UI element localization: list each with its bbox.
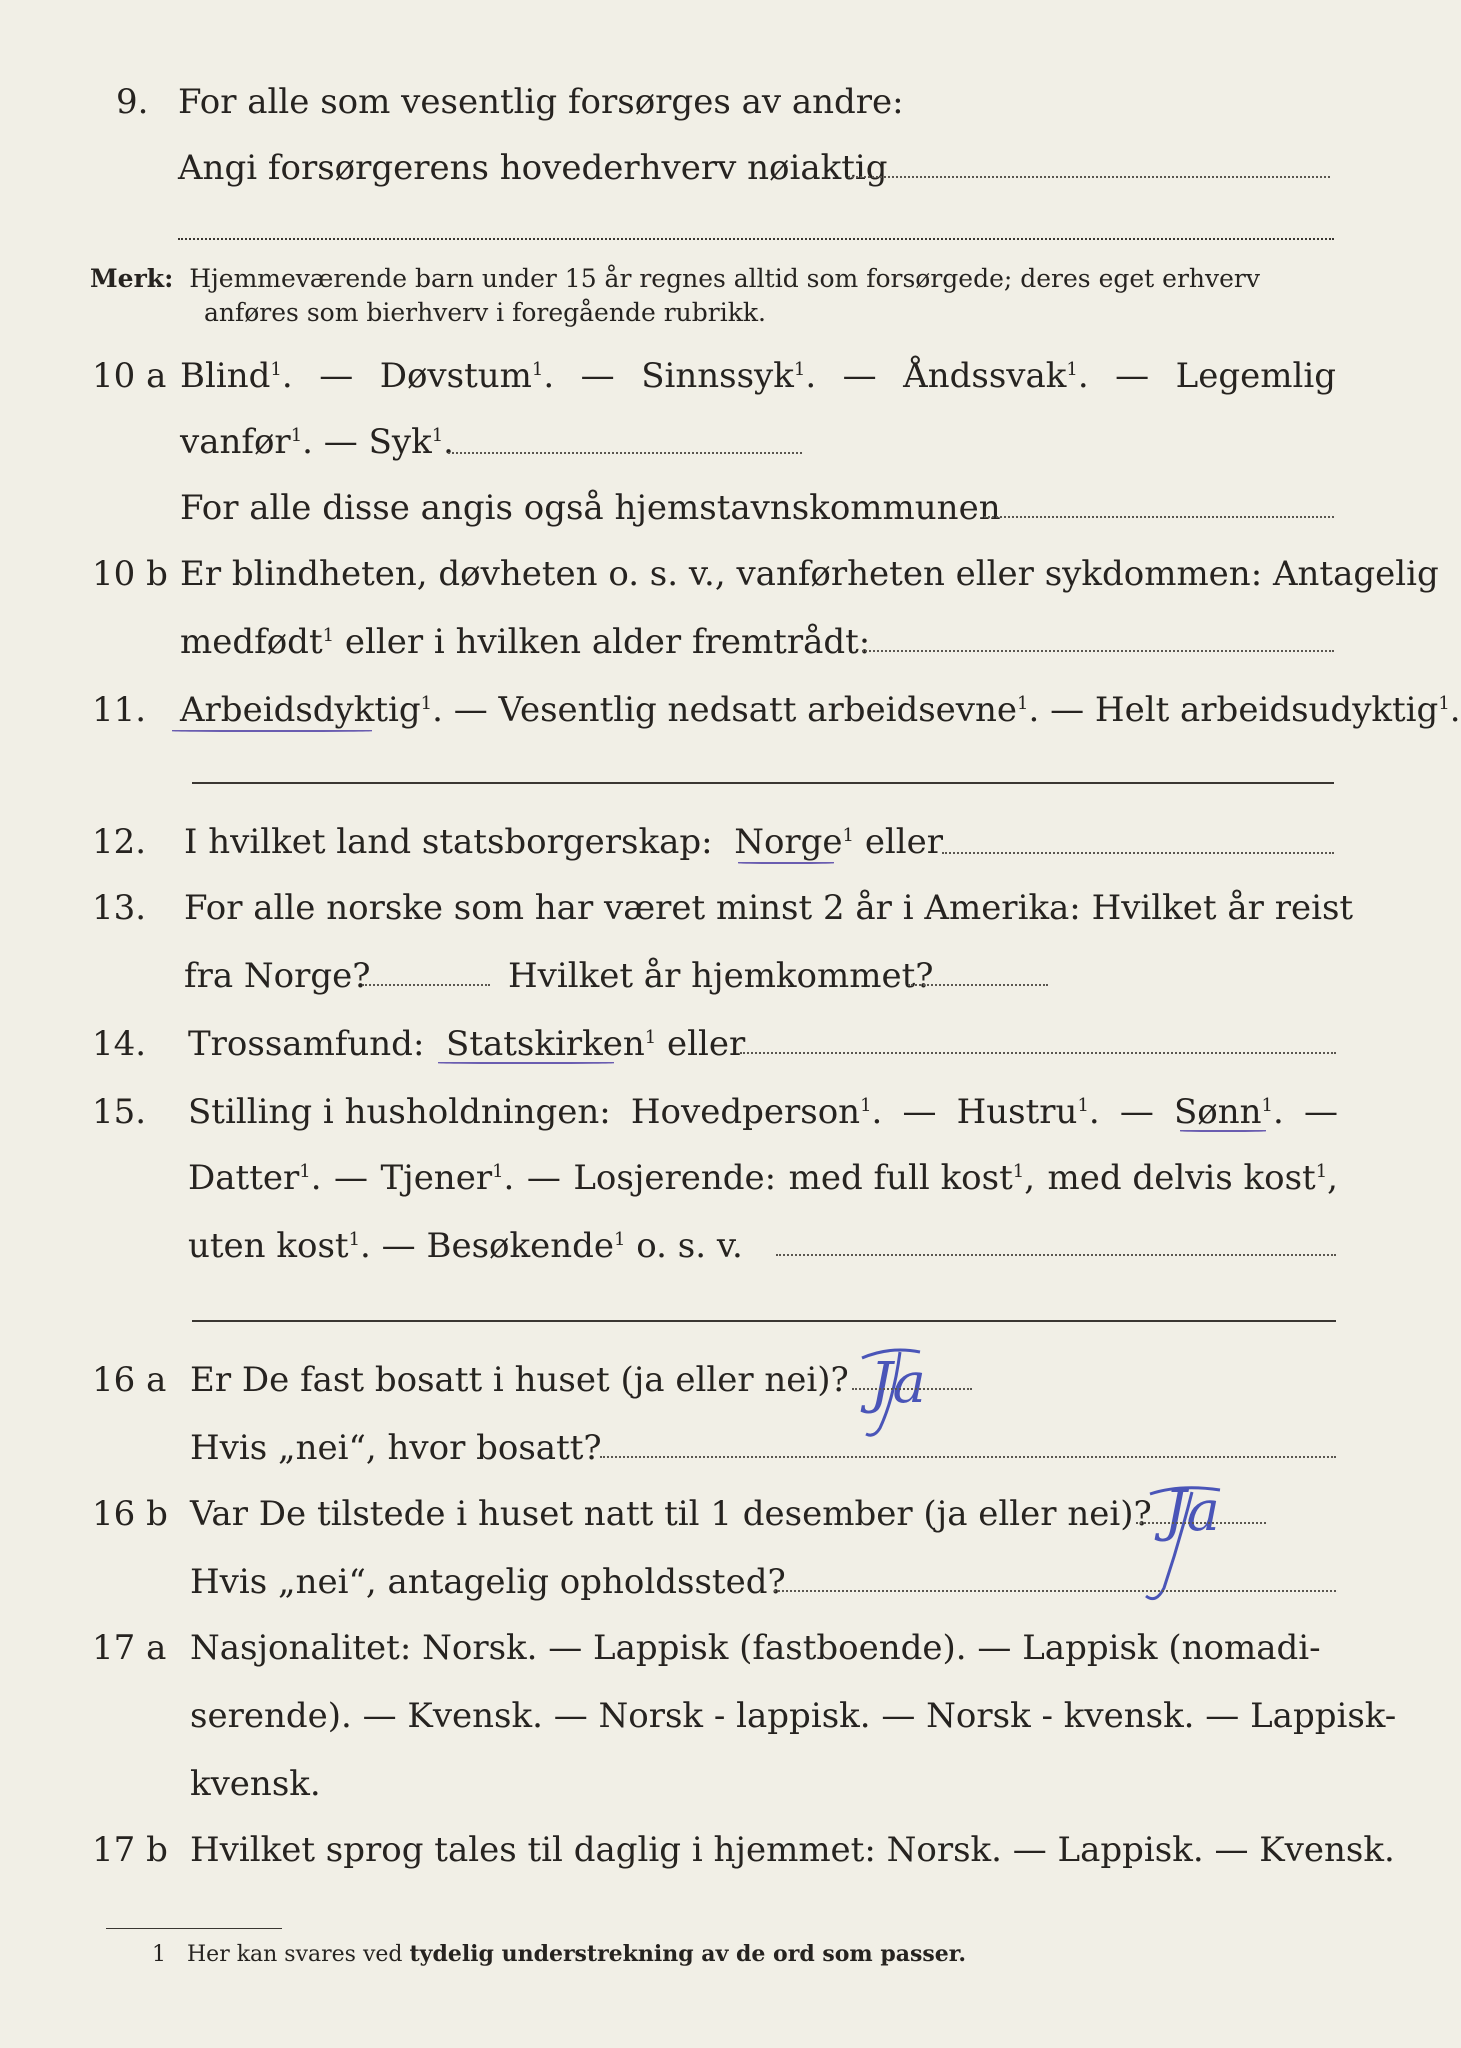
merk-text1: Hjemmeværende barn under 15 år regnes alltid som forsørgede; deres eget erhverv	[189, 264, 1260, 293]
q17b-number: 17 b	[92, 1830, 168, 1870]
footnote-ref: 1	[1261, 1095, 1273, 1116]
opt-statskirken[interactable]: Statskirken	[446, 1024, 645, 1064]
q12-number: 12.	[92, 822, 147, 862]
q15-number: 15.	[92, 1092, 147, 1132]
q10a-number: 10 a	[92, 356, 167, 396]
q15-line3: uten kost$^1$. — Besøkende$^1$ o. s. v.	[188, 1226, 743, 1266]
q10a-hjemstavn-line[interactable]	[984, 516, 1334, 518]
q14-eller: eller	[666, 1024, 746, 1064]
footnote-ref: 1	[1077, 1095, 1089, 1116]
q15-answer-line[interactable]	[776, 1254, 1336, 1256]
footnote-ref: 1	[348, 1229, 361, 1250]
dash: —	[1115, 356, 1150, 396]
q13-line2a: fra Norge?	[184, 956, 371, 996]
q16b-sted-line[interactable]	[774, 1590, 1336, 1592]
opt-norge[interactable]: Norge	[734, 822, 843, 862]
q13-line2b: Hvilket år hjemkommet?	[508, 956, 934, 996]
dash: —	[319, 356, 354, 396]
opt-vanfor[interactable]: vanfør	[180, 422, 291, 462]
q11-line1: Arbeidsdyktig$^1$. — Vesentlig nedsatt arbeidsevne$^1$. — Helt arbeidsudyktig$^1$.	[180, 690, 1461, 730]
q17b-line1: Hvilket sprog tales til daglig i hjemmet: Norsk. — Lappisk. — Kvensk.	[190, 1830, 1395, 1870]
dash: —	[842, 356, 877, 396]
opt-hovedperson[interactable]: Hovedperson	[630, 1092, 861, 1132]
q9-answer-line[interactable]	[848, 176, 1330, 178]
dash: —	[526, 1158, 561, 1198]
opt-tjener[interactable]: Tjener	[380, 1158, 493, 1198]
dash: —	[453, 690, 488, 730]
q14-answer-line[interactable]	[740, 1052, 1336, 1054]
q16a-number: 16 a	[92, 1360, 167, 1400]
opt-arbeidsdyktig[interactable]: Arbeidsdyktig	[180, 690, 421, 730]
q10b-line2-text: eller i hvilken alder fremtrådt:	[344, 622, 871, 662]
footnote-ref: 1	[1017, 693, 1029, 714]
footnote-ref: 1	[1438, 693, 1450, 714]
q15-line2: Datter$^1$. — Tjener$^1$. — Losjerende: med full kost$^1$, med delvis kost$^1$,	[188, 1158, 1338, 1198]
q17a-line1: Nasjonalitet: Norsk. — Lappisk (fastboende). — Lappisk (nomadi-	[190, 1628, 1321, 1668]
q16b-answer-text: Ja	[1164, 1479, 1220, 1544]
q12-line	[184, 822, 943, 862]
q10b-line1: Er blindheten, døvheten o. s. v., vanførheten eller sykdommen: Antagelig	[180, 554, 1439, 594]
opt-delviskost[interactable]: med delvis kost	[1047, 1158, 1316, 1198]
footnote-ref: 1	[1012, 1161, 1025, 1182]
q12-answer-line[interactable]	[942, 852, 1334, 854]
footnote-rule	[106, 1928, 282, 1929]
footnote-ref: 1	[1315, 1161, 1328, 1182]
opt-hustru[interactable]: Hustru	[956, 1092, 1078, 1132]
q9-line2: Angi forsørgerens hovederhverv nøiaktig	[178, 148, 888, 188]
underline-mark	[738, 862, 834, 864]
q13-number: 13.	[92, 888, 147, 928]
q15-stilling: Stilling i husholdningen:	[188, 1092, 611, 1132]
underline-mark	[1180, 1130, 1266, 1132]
q16a-bosatt-line[interactable]	[600, 1456, 1336, 1458]
footnote-ref: 1	[614, 1229, 626, 1250]
q10a-line2: vanfør$^1$. — Syk$^1$.	[180, 422, 454, 462]
q16b-number: 16 b	[92, 1494, 168, 1534]
footnote-ref: 1	[492, 1161, 504, 1182]
q11-number: 11.	[92, 690, 147, 730]
q17a-line3: kvensk.	[190, 1764, 321, 1804]
dash: —	[333, 1158, 368, 1198]
opt-fullkost[interactable]: med full kost	[788, 1158, 1013, 1198]
opt-syk[interactable]: Syk	[368, 422, 432, 462]
q15-osv: o. s. v.	[636, 1226, 743, 1266]
q10a-line3: For alle disse angis også hjemstavnskommunen	[180, 488, 1001, 528]
q17a-number: 17 a	[92, 1628, 167, 1668]
q14-text: Trossamfund:	[188, 1024, 425, 1064]
q15-losjerende: Losjerende:	[573, 1158, 777, 1198]
q12-eller: eller	[864, 822, 944, 862]
opt-besokende[interactable]: Besøkende	[426, 1226, 614, 1266]
footnote-ref: 1	[299, 1161, 311, 1182]
footnote-bold: tydelig understrekning av de ord som passer.	[409, 1941, 966, 1967]
underline-mark	[172, 730, 372, 732]
q9-number: 9.	[116, 82, 149, 122]
q16a-line1: Er De fast bosatt i huset (ja eller nei)?	[190, 1360, 849, 1400]
q13-reist-line[interactable]	[362, 984, 490, 986]
dash: —	[580, 356, 615, 396]
footnote-mark: 1	[152, 1942, 166, 1967]
q16b-line2: Hvis „nei“, antagelig opholdssted?	[190, 1562, 786, 1602]
underline-mark	[438, 1062, 614, 1064]
q10a-answer-line[interactable]	[448, 452, 802, 454]
q14-number: 14.	[92, 1024, 147, 1064]
q13-line1: For alle norske som har været minst 2 år i Amerika: Hvilket år reist	[184, 888, 1354, 928]
footnote-ref: 1	[842, 825, 854, 846]
q16a-handwritten-answer[interactable]	[850, 1338, 990, 1448]
q10b-line2	[180, 622, 870, 662]
q10b-number: 10 b	[92, 554, 168, 594]
q9-answer-line-2[interactable]	[178, 238, 1334, 240]
merk-line1	[90, 262, 1260, 296]
footnote-ref: 1	[793, 359, 806, 380]
q10a-line1: Blind$^1$. — Døvstum$^1$. — Sinnssyk$^1$. — Åndssvak$^1$. — Legemlig	[180, 356, 1336, 396]
q16a-answer-line[interactable]	[852, 1388, 972, 1390]
opt-dovstum[interactable]: Døvstum	[379, 356, 532, 396]
dash: —	[1050, 690, 1085, 730]
footnote-ref: 1	[431, 425, 444, 446]
q16b-line1: Var De tilstede i huset natt til 1 desember (ja eller nei)?	[190, 1494, 1152, 1534]
q15-answer-line-2[interactable]	[192, 1320, 1336, 1322]
dash: —	[1119, 1092, 1154, 1132]
q12-text: I hvilket land statsborgerskap:	[184, 822, 713, 862]
footnote-ref: 1	[290, 425, 303, 446]
footnote-plain: Her kan svares ved	[186, 1942, 403, 1967]
footnote	[152, 1940, 966, 1969]
footnote-ref: 1	[322, 625, 335, 646]
merk-line2: anføres som bierhverv i foregående rubrikk.	[204, 298, 766, 327]
opt-sonn[interactable]: Sønn	[1173, 1092, 1262, 1132]
q11-answer-line[interactable]	[192, 782, 1334, 784]
q14-line	[188, 1024, 745, 1064]
footnote-ref: 1	[270, 359, 282, 380]
dash: —	[323, 422, 358, 462]
opt-legemlig[interactable]: Legemlig	[1175, 356, 1336, 396]
footnote-ref: 1	[860, 1095, 872, 1116]
footnote-ref: 1	[531, 359, 544, 380]
footnote-ref: 1	[644, 1027, 657, 1048]
footnote-ref: 1	[1066, 359, 1078, 380]
q9-line1: For alle som vesentlig forsørges av andre:	[178, 82, 904, 122]
opt-blind[interactable]: Blind	[180, 356, 271, 396]
q10b-answer-line[interactable]	[862, 650, 1334, 652]
opt-utenkost[interactable]: uten kost	[188, 1226, 349, 1266]
dash: —	[381, 1226, 416, 1266]
dash: —	[902, 1092, 937, 1132]
opt-sinnssyk[interactable]: Sinnssyk	[641, 356, 794, 396]
opt-datter[interactable]: Datter	[188, 1158, 300, 1198]
q16b-answer-line[interactable]	[1136, 1522, 1266, 1524]
opt-medfodt[interactable]: medfødt	[180, 622, 323, 662]
q15-line1: Stilling i husholdningen: Hovedperson$^1$. — Hustru$^1$. — Sønn$^1$. —	[188, 1092, 1338, 1132]
q17a-line2: serende). — Kvensk. — Norsk - lappisk. — Norsk - kvensk. — Lappisk-	[190, 1696, 1397, 1736]
merk-label: Merk:	[90, 264, 174, 293]
dash: —	[1303, 1092, 1338, 1132]
opt-udyktig[interactable]: Helt arbeidsudyktig	[1094, 690, 1439, 730]
q16a-line2: Hvis „nei“, hvor bosatt?	[190, 1428, 602, 1468]
q16a-answer-text: Ja	[870, 1351, 926, 1416]
opt-andssvak[interactable]: Åndssvak	[903, 356, 1067, 396]
footnote-ref: 1	[420, 693, 433, 714]
opt-nedsatt[interactable]: Vesentlig nedsatt arbeidsevne	[498, 690, 1018, 730]
q13-hjemkommet-line[interactable]	[908, 984, 1048, 986]
